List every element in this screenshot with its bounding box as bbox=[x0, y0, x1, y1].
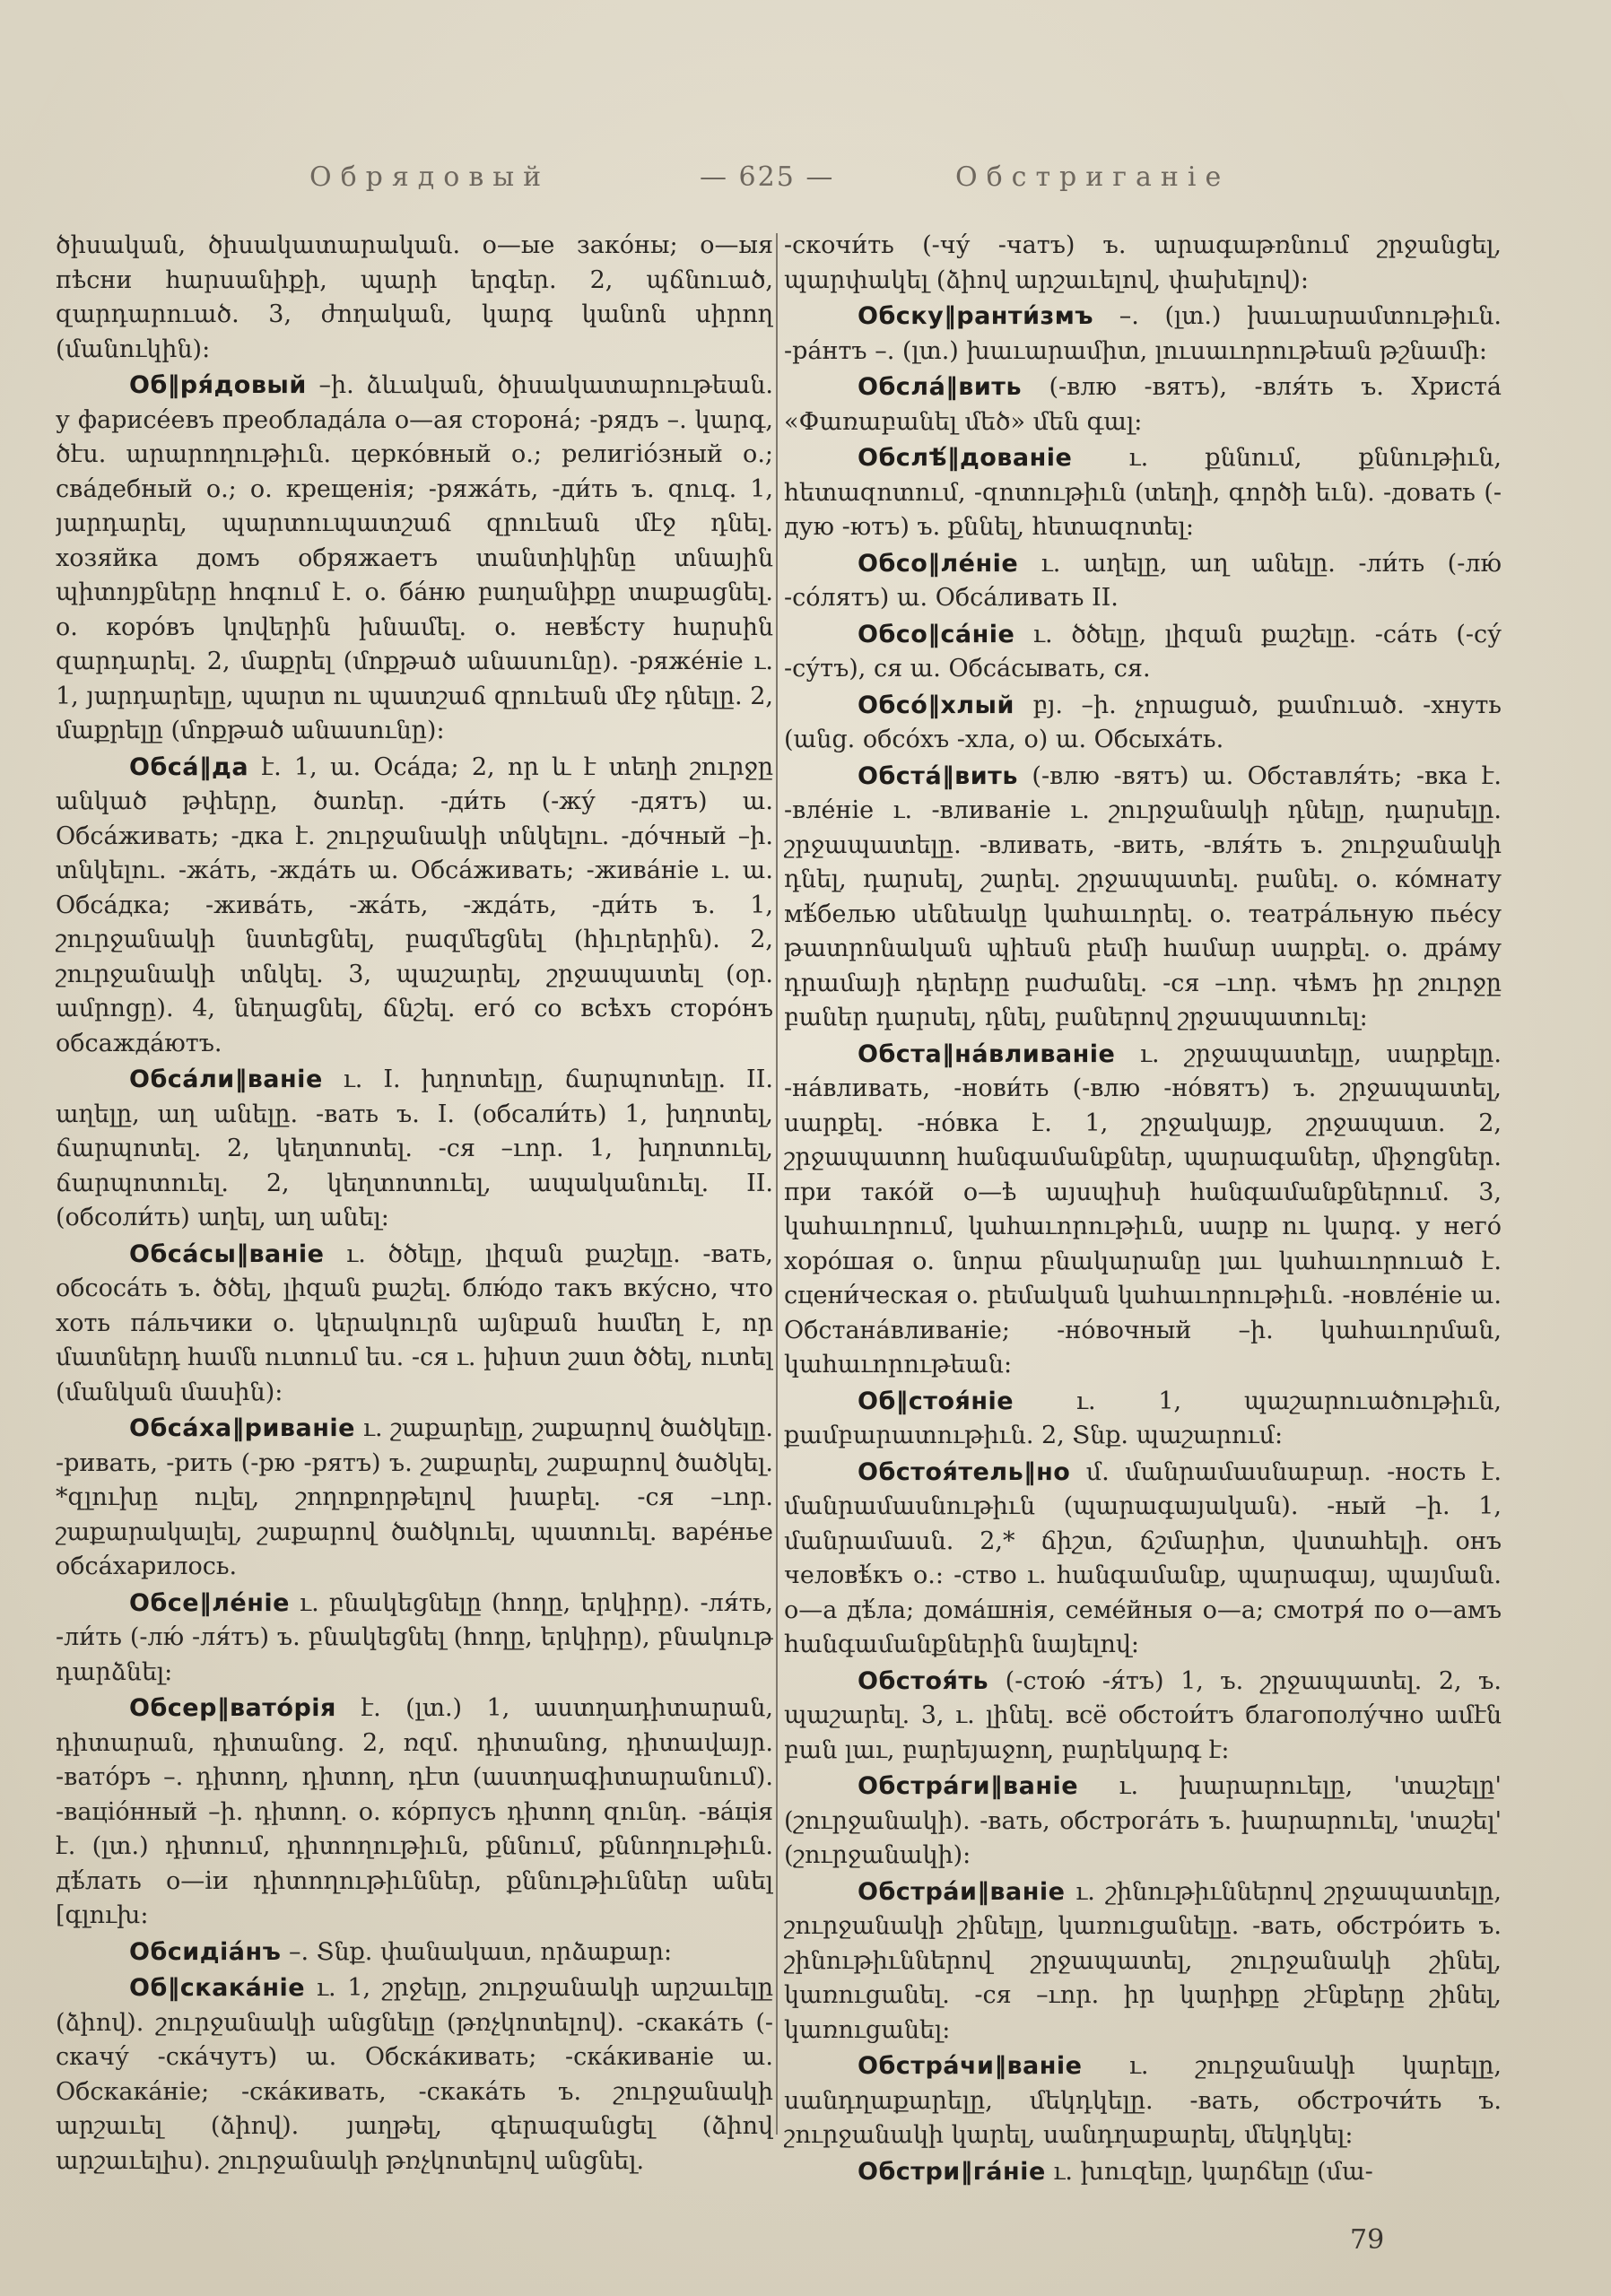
entry-headword: Обсо́‖хлый bbox=[858, 691, 1014, 719]
entry-headword: Обса́ли‖ваніе bbox=[129, 1065, 323, 1093]
entry-definition: ւ. 1, պաշարուածութիւն, քամբարատութիւն. 2, Տնք. պաշարում: bbox=[784, 1387, 1502, 1449]
entry-definition: ւ. շուրջանակի կարելը, սանդղաքարելը, մեկդկելը. -вать, обстрочи́ть ъ. շուրջանակի կարել, սանդղաքարել, մեկդկել: bbox=[784, 2052, 1502, 2149]
entry-headword: Обсер‖вато́рія bbox=[129, 1694, 336, 1722]
dictionary-entry bbox=[56, 751, 773, 1062]
dictionary-entry bbox=[784, 441, 1502, 545]
dictionary-entry bbox=[56, 1971, 773, 2179]
entry-definition: ւ. շաքարելը, շաքարով ծածկելը. -ривать, -рить (-рю -рятъ) ъ. շաքարել, շաքարով ծածկել. *զլուխը ուլել, շողոքորթելով խաբել. -ся –ւոր. շաքարակալել, շաքարով ծածկուել, պատուել. варе́нье обса́харилось. bbox=[56, 1414, 773, 1580]
entry-headword: Обса́‖да bbox=[129, 752, 249, 781]
dictionary-entry bbox=[784, 370, 1502, 439]
dictionary-entry bbox=[784, 1770, 1502, 1874]
dictionary-entry bbox=[56, 1935, 773, 1970]
left-column bbox=[56, 229, 773, 2202]
header-first-headword: Обрядовый bbox=[309, 161, 551, 193]
entry-definition: ւ. խարարուելը, 'տաշելը' (շուրջանակի). -вать, обстрога́ть ъ. խարարուել, 'տաշել' (շուրջանակի): bbox=[784, 1772, 1502, 1869]
entry-definition: ւ. I. խղոտելը, ճարպոտելը. II. աղելը, աղ անելը. -вать ъ. I. (обсали́ть) 1, խղոտել, ճարպոտել. 2, կեղտոտել. -ся –ւոր. 1, խղոտուել, ճարպոտուել. 2, կեղտոտուել, ապականուել. II. (обсоли́ть) աղել, աղ անել: bbox=[56, 1065, 773, 1231]
entry-headword: Обстри‖га́ніе bbox=[858, 2157, 1046, 2186]
entry-definition: (-влю -вятъ), -вля́ть ъ. Христа́ «Փառաբանել մեծ» մեն գալ: bbox=[784, 373, 1502, 436]
header-page-number: — 625 — bbox=[700, 161, 835, 193]
entry-definition: ւ. աղելը, աղ անելը. -ли́ть (-лю́ -со́лятъ) ա. Обса́ливать II. bbox=[784, 549, 1502, 612]
dictionary-entry bbox=[56, 229, 773, 367]
dictionary-entry bbox=[784, 2155, 1502, 2190]
entry-definition: ւ. ծծելը, լիզան քաշելը. -вать, обсоса́ть ъ. ծծել, լիզան քաշել. блю́до такъ вку́сно, что хоть па́льчики о. կերակուրն այնքան համեղ է, որ մատներդ համն ուտում ես. -ся ւ. խիստ շատ ծծել, ուտել (մանկան մասին): bbox=[56, 1239, 773, 1406]
entry-headword: Обста‖на́вливаніе bbox=[858, 1039, 1116, 1068]
entry-headword: Обстоя́тель‖но bbox=[858, 1457, 1071, 1486]
dictionary-entry bbox=[784, 760, 1502, 1036]
entry-headword: Обсидіа́нъ bbox=[129, 1937, 282, 1966]
dictionary-entry bbox=[784, 689, 1502, 758]
entry-definition: -скочи́ть (-чу́ -чатъ) ъ. արագաթռնում շրջանցել, պարփակել (ձիով արշաւելով, փախելով): bbox=[784, 231, 1502, 294]
entry-headword: Об‖стоя́ніе bbox=[858, 1387, 1014, 1415]
entry-headword: Обсла́‖вить bbox=[858, 373, 1023, 401]
dictionary-entry bbox=[784, 1456, 1502, 1663]
dictionary-entry bbox=[784, 547, 1502, 616]
entry-headword: Обстоя́ть bbox=[858, 1666, 989, 1695]
dictionary-entry bbox=[56, 1238, 773, 1411]
entry-definition: –. (լտ.) խաւարամտութիւն. -ра́нтъ –. (լտ.) խաւարամիտ, լուսաւորութեան թշնամի: bbox=[784, 302, 1502, 365]
dictionary-entry bbox=[784, 1038, 1502, 1383]
entry-definition: –ի. ձևական, ծիսակատարութեան. у фарисе́евъ преоблада́ла о—ая сторона́; -рядъ –. կարգ, ծէս. արարողութիւն. церко́вный о.; религіо́зный о.; сва́дебный о.; о. крещенія; -ряжа́ть, -ди́ть ъ. զուգ. 1, յարդարել, պարտուպատշաճ զրուեան մէջ դնել. хозяйка домъ обряжаетъ տանտիկինը տնային պիտոյքները հոգում է. о. ба́ню բաղանիքը տաքացնել. о. коро́въ կովերին խնամել. о. невѣ́сту հարսին զարդարել. 2, մաքրել (մոքթած անասունը). -ряже́ніе ւ. 1, յարդարելը, պարտ ու պատշաճ զրուեան մէջ դնելը. 2, մաքրելը (մոքթած անասունը): bbox=[56, 371, 773, 744]
entry-definition: ւ. շինութիւններով շրջապատելը, շուրջանակի շինելը, կառուցանելը. -вать, обстро́ить ъ. շինութիւններով շրջապատել, շուրջանակի շինել, կառուցանել. -ся –ւոր. իր կարիքը շէնքերը շինել, կառուցանել: bbox=[784, 1877, 1502, 2044]
entry-headword: Обса́ха‖риваніе bbox=[129, 1414, 355, 1442]
entry-definition: ւ. բնակեցնելը (հողը, երկիրը). -ля́ть, -ли́ть (-лю́ -ля́тъ) ъ. բնակեցնել (հողը, երկիրը), բնակութ դարձնել: bbox=[56, 1588, 773, 1686]
entry-headword: Обсе‖ле́ніе bbox=[129, 1588, 290, 1617]
dictionary-entry bbox=[784, 300, 1502, 369]
dictionary-entry bbox=[784, 2049, 1502, 2153]
entry-headword: Обстра́ги‖ваніе bbox=[858, 1772, 1079, 1800]
dictionary-entry bbox=[784, 618, 1502, 687]
running-header bbox=[0, 161, 1611, 215]
header-last-headword: Обстриганіе bbox=[955, 161, 1231, 193]
printer-signature-mark: 79 bbox=[1350, 2224, 1385, 2256]
dictionary-entry bbox=[56, 1587, 773, 1691]
entry-definition: ւ. ծծելը, լիզան քաշելը. -са́ть (-су́ -су́тъ), ся ա. Обса́сывать, ся. bbox=[784, 620, 1502, 683]
entry-headword: Обсо‖ле́ніе bbox=[858, 549, 1019, 578]
entry-headword: Обстра́чи‖ваніе bbox=[858, 2052, 1083, 2080]
entry-definition: ւ. 1, շրջելը, շուրջանակի արշաւելը (ձիով). շուրջանակի անցնելը (թռչկոտելով). -скака́ть (-скачу́ -ска́чутъ) ա. Обска́кивать; -ска́киваніе ա. Обскака́ніе; -ска́кивать, -скака́ть ъ. շուրջանակի արշաւել (ձիով). յաղթել, գերազանցել (ձիով արշաւելիս). շուրջանակի թռչկոտելով անցնել. bbox=[56, 1974, 773, 2175]
entry-headword: Обску‖ранти́змъ bbox=[858, 302, 1094, 330]
entry-definition: մ. մանրամասնաբար. -ность է. մանրամասնութիւն (պարագայական). -ный –ի. 1, մանրամասն. 2,* ճիշտ, ճշմարիտ, վստահելի. онъ человѣ́къ о.: -ство ւ. հանգամանք, պարագայ, պայման. о—а дѣ́ла; дома́шнія, семе́йныя о—а; смотря́ по о—амъ հանգամանքներին նայելով: bbox=[784, 1457, 1502, 1658]
entry-definition: ւ. շրջապատելը, սարքելը. -на́вливать, -нови́ть (-влю -но́вятъ) ъ. շրջապատել, սարքել. -но́вка է. 1, շրջակայք, շրջապատ. 2, շրջապատող հանգամանքներ, պարագաներ, միջոցներ. при тако́й о—ѣ այսպիսի հանգամանքներում. 3, կահաւորում, կահաւորութիւն, սարք ու կարգ. у него́ хоро́шая о. նորա բնակարանը լաւ կահաւորուած է. сцени́ческая о. բեմական կահաւորութիւն. -новле́ніе ա. Обстана́вливаніе; -но́вочный –ի. կահաւորման, կահաւորութեան: bbox=[784, 1039, 1502, 1378]
dictionary-entry bbox=[56, 1412, 773, 1585]
entry-definition: ւ. խուզելը, կարճելը (մա- bbox=[1053, 2157, 1373, 2186]
entry-definition: (-влю -вятъ) ա. Обставля́ть; -вка է. -вле́ніе ւ. -вливаніе ւ. շուրջանակի դնելը, դարսելը. շրջապատելը. -вливать, -вить, -вля́ть ъ. շուրջանակի դնել, դարսել, շարել. շրջապատել. բանել. о. ко́мнату мѣ́белью սենեակը կահաւորել. о. театра́льную пье́су թատրոնական պիեսն բեմի համար սարքել. о. дра́му դրամայի դերերը բաժանել. -ся –ւոր. чѣмъ իր շուրջը բաներ դարսել, դնել, բաներով շրջապատուել: bbox=[784, 761, 1502, 1031]
entry-headword: Обста́‖вить bbox=[858, 761, 1018, 790]
entry-headword: Об‖ря́довый bbox=[129, 371, 307, 399]
right-column bbox=[784, 229, 1502, 2202]
entry-headword: Обслѣ́‖дованіе bbox=[858, 444, 1073, 472]
dictionary-entry bbox=[784, 1875, 1502, 2048]
entry-headword: Обса́сы‖ваніе bbox=[129, 1239, 325, 1268]
dictionary-entry bbox=[56, 1692, 773, 1934]
dictionary-entry bbox=[784, 1385, 1502, 1454]
dictionary-entry bbox=[784, 1665, 1502, 1769]
entry-headword: Обстра́и‖ваніе bbox=[858, 1877, 1066, 1906]
dictionary-columns bbox=[56, 229, 1545, 2202]
entry-definition: է. (լտ.) 1, աստղադիտարան, դիտարան, դիտանոց. 2, ռզմ. դիտանոց, դիտավայր. -вато́ръ –. դիտող, դիտող, դէտ (աստղագիտարանում). -ваціо́нный –ի. դիտող. о. ко́рпусъ դիտող զունդ. -ва́ція է. (լտ.) դիտում, դիտողութիւն, քննում, քննողութիւն. дѣ́лать о—іи դիտողութիւններ, քննութիւններ անել [գլուխ: bbox=[56, 1694, 773, 1929]
entry-definition: (-стою́ -я́тъ) 1, ъ. շրջապատել. 2, ъ. պաշարել. 3, ւ. լինել. всё обстои́тъ благополу́чно ամէն բան լաւ, բարեյաջող, բարեկարգ է: bbox=[784, 1666, 1502, 1764]
entry-definition: ծիսական, ծիսակատարական. о—ые зако́ны; о—ыя пѣсни հարսանիքի, պարի երգեր. 2, պճնուած, զարդարուած. 3, ժողական, կարգ կանոն սիրող (մանուկին): bbox=[56, 231, 773, 363]
entry-definition: է. 1, ա. Оса́да; 2, որ և է տեղի շուրջը անկած թփերը, ծառեր. -ди́ть (-жу́ -дятъ) ա. Обса́живать; -дка է. շուրջանակի տնկելու. -до́чный –ի. տնկելու. -жа́ть, -жда́ть ա. Обса́живать; -жива́ніе ւ. ա. Обса́дка; -жива́ть, -жа́ть, -жда́ть, -ди́ть ъ. 1, շուրջանակի նստեցնել, բազմեցնել (հիւրերին). 2, շուրջանակի տնկել. 3, պաշարել, շրջապատել (օր. ամրոցը). 4, նեղացնել, ճնշել. его́ со всѣхъ сторо́нъ обсажда́ютъ. bbox=[56, 752, 773, 1057]
entry-definition: բյ. –ի. չորացած, քամուած. -хнуть (անց. обсо́хъ -хла, о) ա. Обсыха́ть. bbox=[784, 691, 1502, 753]
entry-headword: Об‖скака́ніе bbox=[129, 1974, 306, 2002]
dictionary-entry bbox=[56, 369, 773, 749]
dictionary-entry bbox=[784, 229, 1502, 298]
entry-definition: –. Տնք. փանակատ, որձաքար: bbox=[289, 1937, 673, 1966]
dictionary-entry bbox=[56, 1063, 773, 1236]
entry-headword: Обсо‖са́ніе bbox=[858, 620, 1015, 648]
entry-definition: ւ. քննում, քննութիւն, հետազոտում, -զոտութիւն (տեղի, գործի եւն). -довать (-дую -ютъ) ъ. քննել, հետազոտել: bbox=[784, 444, 1502, 541]
